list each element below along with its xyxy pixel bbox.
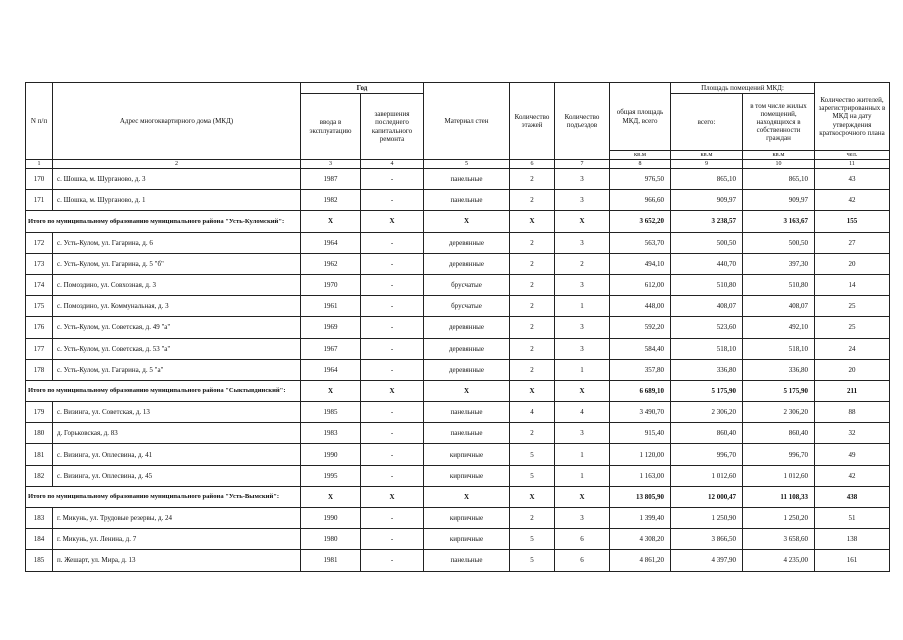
row-entrances: 1 <box>555 465 610 486</box>
table-row <box>26 529 890 550</box>
row-year-repair: - <box>361 338 424 359</box>
row-residents: 42 <box>815 190 890 211</box>
row-premises-total: 3 866,50 <box>671 529 743 550</box>
row-residents: 51 <box>815 508 890 529</box>
row-year-commission: X <box>301 211 361 232</box>
row-entrances: 1 <box>555 359 610 380</box>
row-wall-material: панельные <box>424 550 510 571</box>
row-premises-total: 1 250,90 <box>671 508 743 529</box>
row-wall-material: кирпичные <box>424 508 510 529</box>
row-residents: 20 <box>815 253 890 274</box>
row-residents: 25 <box>815 317 890 338</box>
row-premises-total: 440,70 <box>671 253 743 274</box>
row-residents: 43 <box>815 169 890 190</box>
row-year-commission: 1983 <box>301 423 361 444</box>
table-row <box>26 190 890 211</box>
row-year-commission: X <box>301 380 361 401</box>
subtotal-row <box>26 486 890 507</box>
table-row <box>26 317 890 338</box>
row-address: с. Усть-Кулом, ул. Гагарина, д. 6 <box>53 232 301 253</box>
row-year-commission: 1990 <box>301 508 361 529</box>
header-year-commission: ввода в эксплуатацию <box>301 94 361 160</box>
row-total-area: 4 861,20 <box>610 550 671 571</box>
header-premises-group: Площадь помещений МКД: <box>671 83 815 94</box>
row-total-area: 976,50 <box>610 169 671 190</box>
row-floors: 4 <box>510 402 555 423</box>
row-year-repair: - <box>361 253 424 274</box>
row-address: г. Микунь, ул. Ленина, д. 7 <box>53 529 301 550</box>
header-premises-total: всего: <box>671 94 743 151</box>
table-row <box>26 508 890 529</box>
row-number: 180 <box>26 423 53 444</box>
row-residents: 155 <box>815 211 890 232</box>
row-floors: 2 <box>510 338 555 359</box>
row-number: 171 <box>26 190 53 211</box>
row-wall-material: деревянные <box>424 359 510 380</box>
row-residents: 24 <box>815 338 890 359</box>
column-index: 6 <box>510 160 555 169</box>
row-number: 179 <box>26 402 53 423</box>
row-address: с. Усть-Кулом, ул. Гагарина, д. 5 "б" <box>53 253 301 274</box>
subtotal-label: Итого по муниципальному образованию муниципального района "Усть-Куломский": <box>26 211 301 232</box>
row-year-repair: X <box>361 486 424 507</box>
row-wall-material: деревянные <box>424 317 510 338</box>
row-floors: 2 <box>510 423 555 444</box>
row-total-area: 6 689,10 <box>610 380 671 401</box>
row-floors: X <box>510 380 555 401</box>
row-year-commission: 1964 <box>301 232 361 253</box>
row-number: 185 <box>26 550 53 571</box>
column-index: 8 <box>610 160 671 169</box>
row-total-area: 3 490,70 <box>610 402 671 423</box>
row-wall-material: панельные <box>424 402 510 423</box>
row-wall-material: кирпичные <box>424 529 510 550</box>
row-year-commission: X <box>301 486 361 507</box>
row-premises-owned: 510,80 <box>743 274 815 295</box>
row-entrances: 3 <box>555 232 610 253</box>
table-header <box>26 83 890 169</box>
row-number: 182 <box>26 465 53 486</box>
table-row <box>26 338 890 359</box>
row-residents: 438 <box>815 486 890 507</box>
row-premises-total: 865,10 <box>671 169 743 190</box>
row-premises-total: 500,50 <box>671 232 743 253</box>
row-premises-owned: 336,80 <box>743 359 815 380</box>
header-entrances: Количество подъездов <box>555 83 610 160</box>
column-index: 4 <box>361 160 424 169</box>
row-year-commission: 1985 <box>301 402 361 423</box>
row-year-repair: - <box>361 169 424 190</box>
row-number: 176 <box>26 317 53 338</box>
subtotal-label: Итого по муниципальному образованию муниципального района "Сыктывдинский": <box>26 380 301 401</box>
row-year-repair: - <box>361 359 424 380</box>
table-row <box>26 253 890 274</box>
row-premises-owned: 860,40 <box>743 423 815 444</box>
row-premises-owned: 909,97 <box>743 190 815 211</box>
row-premises-total: 510,80 <box>671 274 743 295</box>
row-address: с. Визинга, ул. Оплесвина, д. 41 <box>53 444 301 465</box>
column-index: 1 <box>26 160 53 169</box>
row-premises-total: 2 306,20 <box>671 402 743 423</box>
row-year-repair: - <box>361 296 424 317</box>
row-premises-owned: 397,30 <box>743 253 815 274</box>
row-year-repair: - <box>361 402 424 423</box>
column-index: 11 <box>815 160 890 169</box>
row-premises-owned: 492,10 <box>743 317 815 338</box>
row-total-area: 1 163,00 <box>610 465 671 486</box>
row-total-area: 612,00 <box>610 274 671 295</box>
unit-premises-owned: кв.м <box>743 151 815 160</box>
row-floors: 2 <box>510 317 555 338</box>
row-total-area: 3 652,20 <box>610 211 671 232</box>
row-wall-material: панельные <box>424 190 510 211</box>
row-year-repair: - <box>361 529 424 550</box>
row-address: с. Помоздино, ул. Совхозная, д. 3 <box>53 274 301 295</box>
row-premises-total: 996,70 <box>671 444 743 465</box>
row-year-repair: - <box>361 444 424 465</box>
column-index: 5 <box>424 160 510 169</box>
row-premises-owned: 1 250,20 <box>743 508 815 529</box>
row-premises-owned: 518,10 <box>743 338 815 359</box>
row-premises-owned: 996,70 <box>743 444 815 465</box>
column-index: 3 <box>301 160 361 169</box>
row-number: 170 <box>26 169 53 190</box>
row-floors: X <box>510 486 555 507</box>
row-year-repair: - <box>361 232 424 253</box>
row-year-repair: - <box>361 317 424 338</box>
row-premises-total: 5 175,90 <box>671 380 743 401</box>
header-residents: Количество жителей, зарегистрированных в МКД на дату утверждения краткосрочного плана <box>815 83 890 151</box>
row-premises-total: 4 397,90 <box>671 550 743 571</box>
row-residents: 88 <box>815 402 890 423</box>
row-year-repair: X <box>361 211 424 232</box>
row-entrances: X <box>555 380 610 401</box>
row-residents: 25 <box>815 296 890 317</box>
row-total-area: 4 308,20 <box>610 529 671 550</box>
row-address: с. Шошка, м. Шурганово, д. 1 <box>53 190 301 211</box>
header-address: Адрес многоквартирного дома (МКД) <box>53 83 301 160</box>
row-premises-total: 3 238,57 <box>671 211 743 232</box>
row-year-repair: X <box>361 380 424 401</box>
row-premises-owned: 3 163,67 <box>743 211 815 232</box>
row-entrances: 3 <box>555 317 610 338</box>
row-address: с. Визинга, ул. Оплесвина, д. 45 <box>53 465 301 486</box>
unit-premises-total: кв.м <box>671 151 743 160</box>
row-floors: 5 <box>510 550 555 571</box>
row-entrances: 1 <box>555 296 610 317</box>
row-total-area: 915,40 <box>610 423 671 444</box>
row-premises-total: 336,80 <box>671 359 743 380</box>
row-total-area: 584,40 <box>610 338 671 359</box>
row-residents: 49 <box>815 444 890 465</box>
row-premises-total: 408,07 <box>671 296 743 317</box>
housing-register-table <box>25 82 890 572</box>
row-residents: 161 <box>815 550 890 571</box>
row-number: 175 <box>26 296 53 317</box>
row-total-area: 448,00 <box>610 296 671 317</box>
row-wall-material: брусчатые <box>424 274 510 295</box>
table-row <box>26 444 890 465</box>
row-premises-owned: 4 235,00 <box>743 550 815 571</box>
header-year-repair: завершения последнего капитального ремонта <box>361 94 424 160</box>
row-wall-material: кирпичные <box>424 444 510 465</box>
row-premises-owned: 11 108,33 <box>743 486 815 507</box>
row-floors: 2 <box>510 232 555 253</box>
column-index: 7 <box>555 160 610 169</box>
row-year-commission: 1981 <box>301 550 361 571</box>
column-index: 10 <box>743 160 815 169</box>
row-premises-total: 518,10 <box>671 338 743 359</box>
row-year-commission: 1980 <box>301 529 361 550</box>
row-wall-material: панельные <box>424 169 510 190</box>
row-total-area: 966,60 <box>610 190 671 211</box>
header-premises-owned: в том числе жилых помещений, находящихся в собственности граждан <box>743 94 815 151</box>
row-floors: 2 <box>510 296 555 317</box>
header-floors: Количество этажей <box>510 83 555 160</box>
table-row <box>26 465 890 486</box>
row-year-commission: 1962 <box>301 253 361 274</box>
row-number: 173 <box>26 253 53 274</box>
row-premises-owned: 3 658,60 <box>743 529 815 550</box>
subtotal-label: Итого по муниципальному образованию муниципального района "Усть-Вымский": <box>26 486 301 507</box>
header-wall-material: Материал стен <box>424 83 510 160</box>
row-floors: 2 <box>510 190 555 211</box>
unit-residents: чел. <box>815 151 890 160</box>
row-number: 178 <box>26 359 53 380</box>
row-year-repair: - <box>361 465 424 486</box>
row-wall-material: X <box>424 486 510 507</box>
table-body <box>26 169 890 572</box>
header-total-area: общая площадь МКД, всего <box>610 83 671 151</box>
row-total-area: 494,10 <box>610 253 671 274</box>
row-wall-material: брусчатые <box>424 296 510 317</box>
row-residents: 138 <box>815 529 890 550</box>
row-year-commission: 1982 <box>301 190 361 211</box>
row-total-area: 1 120,00 <box>610 444 671 465</box>
row-year-repair: - <box>361 550 424 571</box>
row-total-area: 1 399,40 <box>610 508 671 529</box>
row-wall-material: деревянные <box>424 253 510 274</box>
row-address: с. Визинга, ул. Советская, д. 13 <box>53 402 301 423</box>
table-row <box>26 402 890 423</box>
row-wall-material: X <box>424 380 510 401</box>
table-row <box>26 296 890 317</box>
table-row <box>26 423 890 444</box>
row-premises-total: 523,60 <box>671 317 743 338</box>
row-entrances: 3 <box>555 423 610 444</box>
header-number: N п/п <box>26 83 53 160</box>
row-entrances: 4 <box>555 402 610 423</box>
row-wall-material: деревянные <box>424 232 510 253</box>
row-premises-owned: 1 012,60 <box>743 465 815 486</box>
row-wall-material: деревянные <box>424 338 510 359</box>
row-residents: 32 <box>815 423 890 444</box>
row-entrances: 1 <box>555 444 610 465</box>
row-number: 184 <box>26 529 53 550</box>
column-index: 9 <box>671 160 743 169</box>
row-entrances: 3 <box>555 338 610 359</box>
row-premises-owned: 5 175,90 <box>743 380 815 401</box>
row-year-commission: 1969 <box>301 317 361 338</box>
row-premises-total: 909,97 <box>671 190 743 211</box>
row-number: 174 <box>26 274 53 295</box>
column-index: 2 <box>53 160 301 169</box>
row-year-repair: - <box>361 508 424 529</box>
table-row <box>26 359 890 380</box>
row-address: д. Горьковская, д. 83 <box>53 423 301 444</box>
row-entrances: 3 <box>555 508 610 529</box>
row-year-commission: 1987 <box>301 169 361 190</box>
row-number: 177 <box>26 338 53 359</box>
row-year-commission: 1964 <box>301 359 361 380</box>
row-address: с. Усть-Кулом, ул. Советская, д. 49 "а" <box>53 317 301 338</box>
row-premises-owned: 500,50 <box>743 232 815 253</box>
row-address: п. Жешарт, ул. Мира, д. 13 <box>53 550 301 571</box>
row-floors: 5 <box>510 465 555 486</box>
row-floors: X <box>510 211 555 232</box>
row-floors: 5 <box>510 444 555 465</box>
row-address: с. Усть-Кулом, ул. Гагарина, д. 5 "а" <box>53 359 301 380</box>
row-premises-owned: 408,07 <box>743 296 815 317</box>
row-number: 181 <box>26 444 53 465</box>
row-entrances: X <box>555 486 610 507</box>
row-premises-total: 12 000,47 <box>671 486 743 507</box>
row-address: с. Помоздино, ул. Коммунальная, д. 3 <box>53 296 301 317</box>
subtotal-row <box>26 380 890 401</box>
row-residents: 27 <box>815 232 890 253</box>
row-floors: 2 <box>510 169 555 190</box>
row-floors: 2 <box>510 274 555 295</box>
row-year-repair: - <box>361 190 424 211</box>
row-year-repair: - <box>361 423 424 444</box>
row-entrances: 2 <box>555 253 610 274</box>
row-entrances: 6 <box>555 550 610 571</box>
header-year-group: Год <box>301 83 424 94</box>
row-number: 183 <box>26 508 53 529</box>
row-year-commission: 1967 <box>301 338 361 359</box>
row-year-commission: 1990 <box>301 444 361 465</box>
row-address: г. Микунь, ул. Трудовые резервы, д. 24 <box>53 508 301 529</box>
row-entrances: X <box>555 211 610 232</box>
row-premises-owned: 865,10 <box>743 169 815 190</box>
row-entrances: 3 <box>555 274 610 295</box>
row-premises-total: 1 012,60 <box>671 465 743 486</box>
row-entrances: 3 <box>555 169 610 190</box>
table-row <box>26 232 890 253</box>
subtotal-row <box>26 211 890 232</box>
row-floors: 2 <box>510 359 555 380</box>
row-entrances: 6 <box>555 529 610 550</box>
unit-total-area: кв.м <box>610 151 671 160</box>
row-residents: 42 <box>815 465 890 486</box>
column-index-row <box>26 160 890 169</box>
row-floors: 2 <box>510 253 555 274</box>
row-premises-owned: 2 306,20 <box>743 402 815 423</box>
row-residents: 20 <box>815 359 890 380</box>
table-row <box>26 169 890 190</box>
row-wall-material: панельные <box>424 423 510 444</box>
row-residents: 14 <box>815 274 890 295</box>
row-total-area: 563,70 <box>610 232 671 253</box>
row-year-commission: 1995 <box>301 465 361 486</box>
table-row <box>26 274 890 295</box>
row-year-commission: 1961 <box>301 296 361 317</box>
row-floors: 2 <box>510 508 555 529</box>
row-total-area: 592,20 <box>610 317 671 338</box>
table-row <box>26 550 890 571</box>
row-wall-material: X <box>424 211 510 232</box>
row-residents: 211 <box>815 380 890 401</box>
row-premises-total: 860,40 <box>671 423 743 444</box>
row-address: с. Шошка, м. Шурганово, д. 3 <box>53 169 301 190</box>
row-year-commission: 1970 <box>301 274 361 295</box>
row-address: с. Усть-Кулом, ул. Советская, д. 53 "а" <box>53 338 301 359</box>
row-total-area: 357,80 <box>610 359 671 380</box>
row-year-repair: - <box>361 274 424 295</box>
row-wall-material: кирпичные <box>424 465 510 486</box>
row-number: 172 <box>26 232 53 253</box>
row-floors: 5 <box>510 529 555 550</box>
row-total-area: 13 805,90 <box>610 486 671 507</box>
row-entrances: 3 <box>555 190 610 211</box>
